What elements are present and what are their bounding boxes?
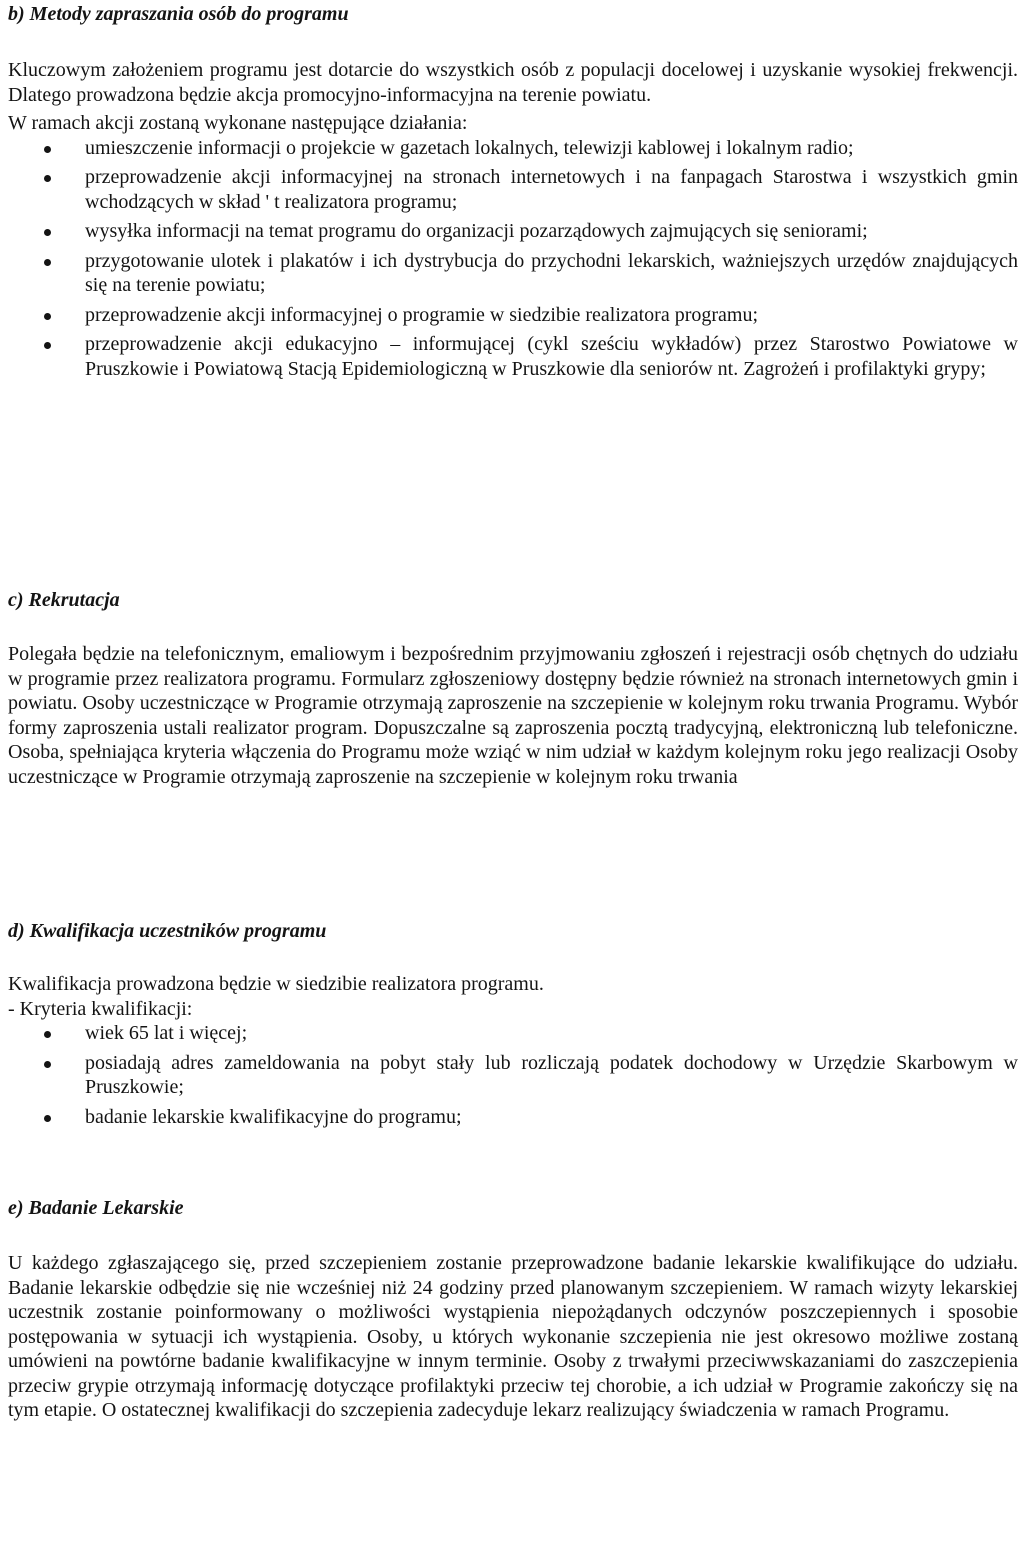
bullet-icon <box>44 1061 51 1068</box>
list-item <box>8 1105 1018 1130</box>
section-e-paragraph: U każdego zgłaszającego się, przed szczepieniem zostanie przeprowadzone badanie lekarskie kwalifikujące do udziału. Badanie lekarskie odbędzie się nie wcześniej niż 24 godziny przed planowanym szczepieniem. W ramach wizyty lekarskiej uczestnik zostanie poinformowany o możliwości wystąpienia niepożądanych odczynów poszczepiennych i sposobie postępowania w sytuacji ich wystąpienia. Osoby, u których wykonanie szczepienia nie jest okresowo możliwe zostaną umówieni na powtórne badanie kwalifikacyjne w innym terminie. Osoby z trwałymi przeciwwskazaniami do zaszczepienia przeciw grypie otrzymają informację dotyczące profilaktyki przeciw tej chorobie, a ich udział w Programie zakończy się na tym etapie. O ostatecznej kwalifikacji do szczepienia zadecyduje lekarz realizujący świadczenia w ramach Programu. <box>8 1252 1018 1421</box>
bullet-icon <box>44 146 51 153</box>
list-item <box>8 332 1018 381</box>
list-item-text: przeprowadzenie akcji informacyjnej o programie w siedzibie realizatora programu; <box>85 303 759 326</box>
section-b-bullet-list <box>8 136 1018 382</box>
section-d-bullet-list <box>8 1021 1018 1129</box>
bullet-icon <box>44 229 51 236</box>
list-item-text: wiek 65 lat i więcej; <box>85 1022 248 1044</box>
section-c-body <box>8 642 1018 789</box>
section-b-paragraph: Kluczowym założeniem programu jest dotarcie do wszystkich osób z populacji docelowej i uzyskanie wysokiej frekwencji. Dlatego prowadzona będzie akcja promocyjno-informacyjna na terenie powiatu. <box>8 59 1018 106</box>
section-d-heading: d) Kwalifikacja uczestników programu <box>8 920 327 942</box>
list-item-text: posiadają adres zameldowania na pobyt stały lub rozliczają podatek dochodowy w Urzędzie Skarbowym w Pruszkowie; <box>85 1051 1018 1098</box>
list-item <box>8 1021 1018 1046</box>
list-item <box>8 249 1018 298</box>
bullet-icon <box>44 1115 51 1122</box>
section-e-heading: e) Badanie Lekarskie <box>8 1197 184 1219</box>
list-item <box>8 1051 1018 1100</box>
bullet-icon <box>44 313 51 320</box>
list-item <box>8 303 1018 328</box>
section-d-line-1: Kwalifikacja prowadzona będzie w siedzibie realizatora programu. <box>8 973 544 995</box>
list-item <box>8 165 1018 214</box>
list-item-text: przeprowadzenie akcji informacyjnej na stronach internetowych i na fanpagach Starostwa i wszystkich gmin wchodzących w skład ' t realizatora programu; <box>85 166 1018 213</box>
bullet-icon <box>44 1031 51 1038</box>
bullet-icon <box>44 175 51 182</box>
list-item-text: wysyłka informacji na temat programu do organizacji pozarządowych zajmujących się seniorami; <box>85 220 868 242</box>
bullet-icon <box>44 259 51 266</box>
list-item-text: przygotowanie ulotek i plakatów i ich dystrybucja do przychodni lekarskich, ważniejszych urzędów znajdujących się na terenie powiatu; <box>85 249 1018 296</box>
section-b-intro: W ramach akcji zostaną wykonane następujące działania: <box>8 112 468 134</box>
list-item-text: przeprowadzenie akcji edukacyjno – informującej (cykl sześciu wykładów) przez Starostwo Powiatowe w Pruszkowie i Powiatową Stacją Epidemiologiczną w Pruszkowie dla seniorów nt. Zagrożeń i profilaktyki grypy; <box>85 333 1018 380</box>
section-d-line-2: - Kryteria kwalifikacji: <box>8 997 193 1020</box>
section-c-paragraph: Polegała będzie na telefonicznym, emaliowym i bezpośrednim przyjmowaniu zgłoszeń i rejestracji osób chętnych do udziału w programie przez realizatora programu. Formularz zgłoszeniowy dostępny będzie również na stronach internetowych gmin i powiatu. Osoby uczestniczące w Programie otrzymają zaproszenie na szczepienie w kolejnym roku trwania Programu. Wybór formy zaproszenia ustali realizator program. Dopuszczalne są zaproszenia pocztą tradycyjną, elektroniczną lub telefoniczne. Osoba, spełniająca kryteria włączenia do Programu może wziąć w nim udział w każdym kolejnym roku jego realizacji Osoby uczestniczące w Programie otrzymają zaproszenie na szczepienie w kolejnym roku trwania <box>8 643 1018 788</box>
bullet-icon <box>44 342 51 349</box>
section-e-body <box>8 1251 1018 1423</box>
section-c-heading: c) Rekrutacja <box>8 589 120 611</box>
list-item <box>8 136 1018 161</box>
section-d-body <box>8 972 1018 1134</box>
list-item-text: umieszczenie informacji o projekcie w gazetach lokalnych, telewizji kablowej i lokalnym radio; <box>85 136 854 159</box>
section-b-body <box>8 58 1018 386</box>
list-item <box>8 219 1018 244</box>
section-b-heading: b) Metody zapraszania osób do programu <box>8 3 349 25</box>
list-item-text: badanie lekarskie kwalifikacyjne do programu; <box>85 1105 462 1128</box>
